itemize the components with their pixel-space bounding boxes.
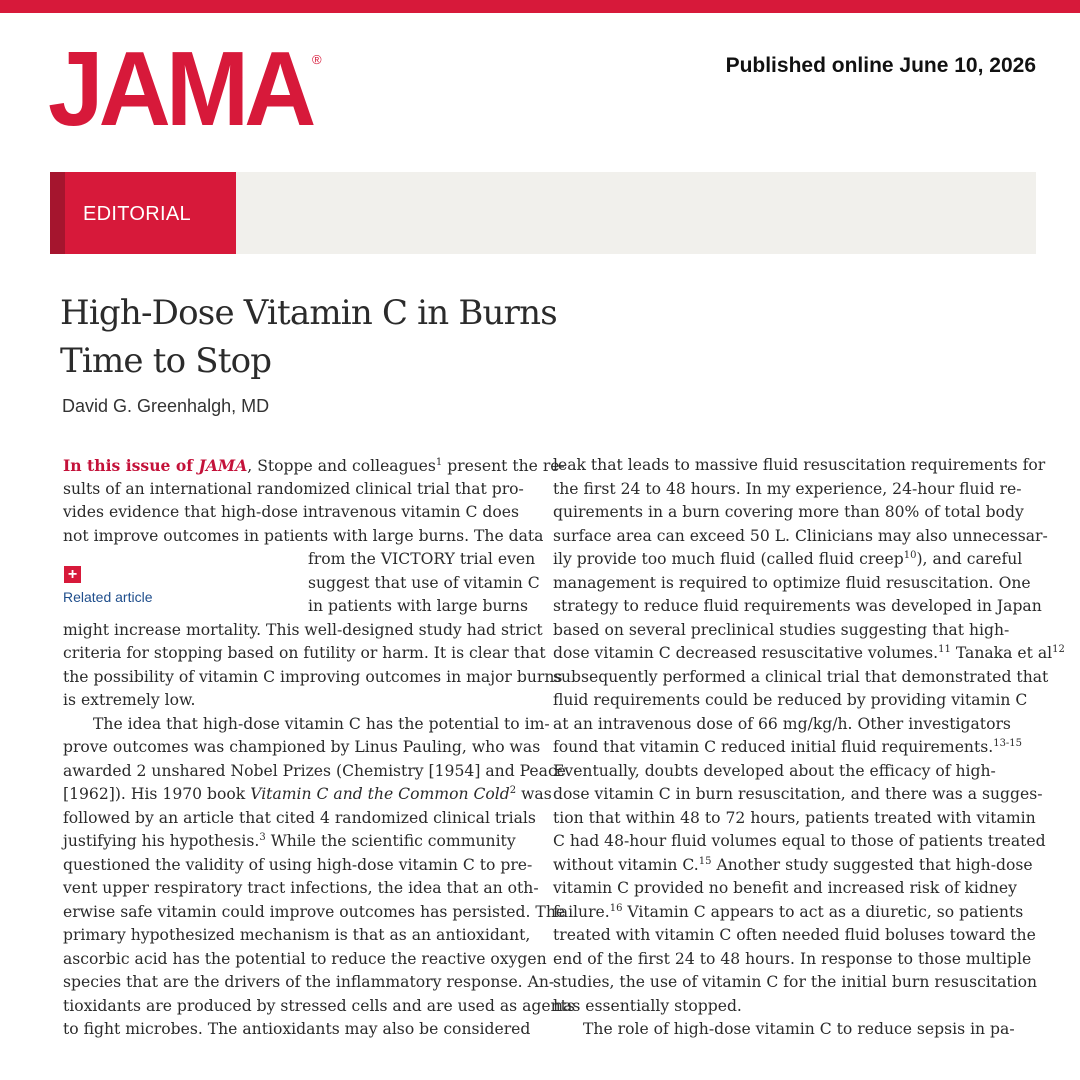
body-line-right: surface area can exceed 50 L. Clinicians may also unnecessar- [553,526,1048,545]
body-line-left: questioned the validity of using high-dose vitamin C to pre- [63,855,533,874]
body-line-left: the possibility of vitamin C improving outcomes in major burns [63,667,563,686]
citation-ref[interactable]: 1 [435,457,443,468]
citation-ref[interactable]: 16 [609,902,623,914]
body-line-left: vent upper respiratory tract infections, the idea that an oth- [63,879,539,897]
body-line-left: sults of an international randomized clinical trial that pro- [63,479,524,498]
citation-ref[interactable]: 2 [509,785,517,796]
body-line-left: from the VICTORY trial even [308,550,536,568]
citation-ref[interactable]: 10 [903,550,917,561]
section-label: EDITORIAL [50,172,236,254]
body-line-left: primary hypothesized mechanism is that as an antioxidant, [63,926,531,944]
citation-ref[interactable]: 11 [938,644,951,655]
body-line-left: not improve outcomes in patients with large burns. The data [63,526,544,545]
body-line-right: The role of high-dose vitamin C to reduce sepsis in pa- [583,1020,1015,1038]
body-line-right: tion that within 48 to 72 hours, patients treated with vitamin [553,808,1036,827]
body-line-right: based on several preclinical studies suggesting that high- [553,620,1010,639]
registered-mark: ® [312,52,322,67]
body-line-right: without vitamin C.$^{15}$ Another study suggested that high-dose [553,855,1033,874]
body-line-right: found that vitamin C reduced initial fluid requirements.$^{13-15}$ [553,738,1023,756]
body-line-left: suggest that use of vitamin C [308,573,540,592]
body-line-right: has essentially stopped. [553,996,742,1015]
body-line-right: failure.$^{16}$ Vitamin C appears to act as a diuretic, so patients [553,902,1024,921]
body-line-right: dose vitamin C decreased resuscitative volumes.$^{11}$ Tanaka et $al^{12}$ [553,644,1065,662]
citation-ref[interactable]: 15 [698,855,712,867]
body-line-left: in patients with large burns [308,597,529,615]
body-line-left: species that are the drivers of the inflammatory response. An- [63,973,555,991]
body-line-right: the first 24 to 48 hours. In my experience, 24-hour fluid re- [553,479,1022,498]
journal-logo[interactable]: JAMA [48,29,312,149]
body-line-left: [1962]). His 1970 book Vitamin C and the Common Cold$^2$ was [63,785,552,803]
body-line-right: at an intravenous dose of 66 mg/kg/h. Other investigators [553,714,1011,733]
body-line-right: fluid requirements could be reduced by providing vitamin C [553,691,1028,709]
body-line-left: prove outcomes was championed by Linus Pauling, who was [63,738,541,756]
body-line-right: vitamin C provided no benefit and increased risk of kidney [553,879,1017,897]
author-byline[interactable]: David G. Greenhalgh, MD [62,396,270,416]
article-title: High-Dose Vitamin C in Burns [60,293,557,333]
body-line-right: treated with vitamin C often needed fluid boluses toward the [553,926,1036,944]
citation-ref[interactable]: 3 [259,832,266,843]
top-accent-bar [0,0,1080,13]
citation-ref[interactable]: 13-15 [993,738,1023,749]
book-title: Vitamin C and the Common Cold [250,785,510,803]
body-line-left: vides evidence that high-dose intravenous vitamin C does [63,503,520,521]
issue-lead-in[interactable]: In this issue of JAMA [63,456,248,475]
citation-ref[interactable]: 12 [1052,644,1065,655]
body-line-left: erwise safe vitamin could improve outcomes has persisted. The [63,902,566,921]
plus-icon[interactable]: + [64,566,81,583]
related-article-link[interactable]: Related article [63,589,153,605]
body-line-right: dose vitamin C in burn resuscitation, and there was a sugges- [553,785,1043,803]
body-line-left: justifying his hypothesis.$^3$ While the scientific community [63,832,516,850]
body-line-right: C had 48-hour fluid volumes equal to those of patients treated [553,832,1046,850]
body-line-left: might increase mortality. This well-designed study had strict [63,620,543,639]
body-line-left: ascorbic acid has the potential to reduce the reactive oxygen [63,949,547,968]
body-line-left: is extremely low. [63,691,196,709]
body-line-right: ily provide too much fluid (called fluid creep$^{10}$), and careful [553,550,1023,568]
body-line-left: awarded 2 unshared Nobel Prizes (Chemistry [1954] and Peace [63,761,566,780]
body-line-left: to fight microbes. The antioxidants may also be considered [63,1020,531,1038]
body-line-right: quirements in a burn covering more than 80% of total body [553,503,1024,521]
body-line-right: leak that leads to massive fluid resuscitation requirements for [553,456,1046,474]
body-line-left: The idea that high-dose vitamin C has the potential to im- [93,714,550,733]
body-line-left: criteria for stopping based on futility or harm. It is clear that [63,644,546,662]
body-line-right: subsequently performed a clinical trial that demonstrated that [553,667,1049,686]
body-line-right: strategy to reduce fluid requirements was developed in Japan [553,597,1042,615]
body-line-right: end of the first 24 to 48 hours. In response to those multiple [553,949,1032,968]
body-line-left: tioxidants are produced by stressed cells and are used as agents [63,996,575,1015]
body-line-left: followed by an article that cited 4 randomized clinical trials [63,808,536,827]
body-line-left: In this issue of JAMA, Stoppe and colleagues$^1$ present the re- [63,456,565,475]
publication-date: Published online June 10, 2026 [725,54,1036,77]
body-line-right: studies, the use of vitamin C for the initial burn resuscitation [553,973,1038,991]
body-line-right: management is required to optimize fluid resuscitation. One [553,573,1031,592]
body-line-right: Eventually, doubts developed about the efficacy of high- [553,761,996,780]
article-subtitle: Time to Stop [60,341,272,381]
